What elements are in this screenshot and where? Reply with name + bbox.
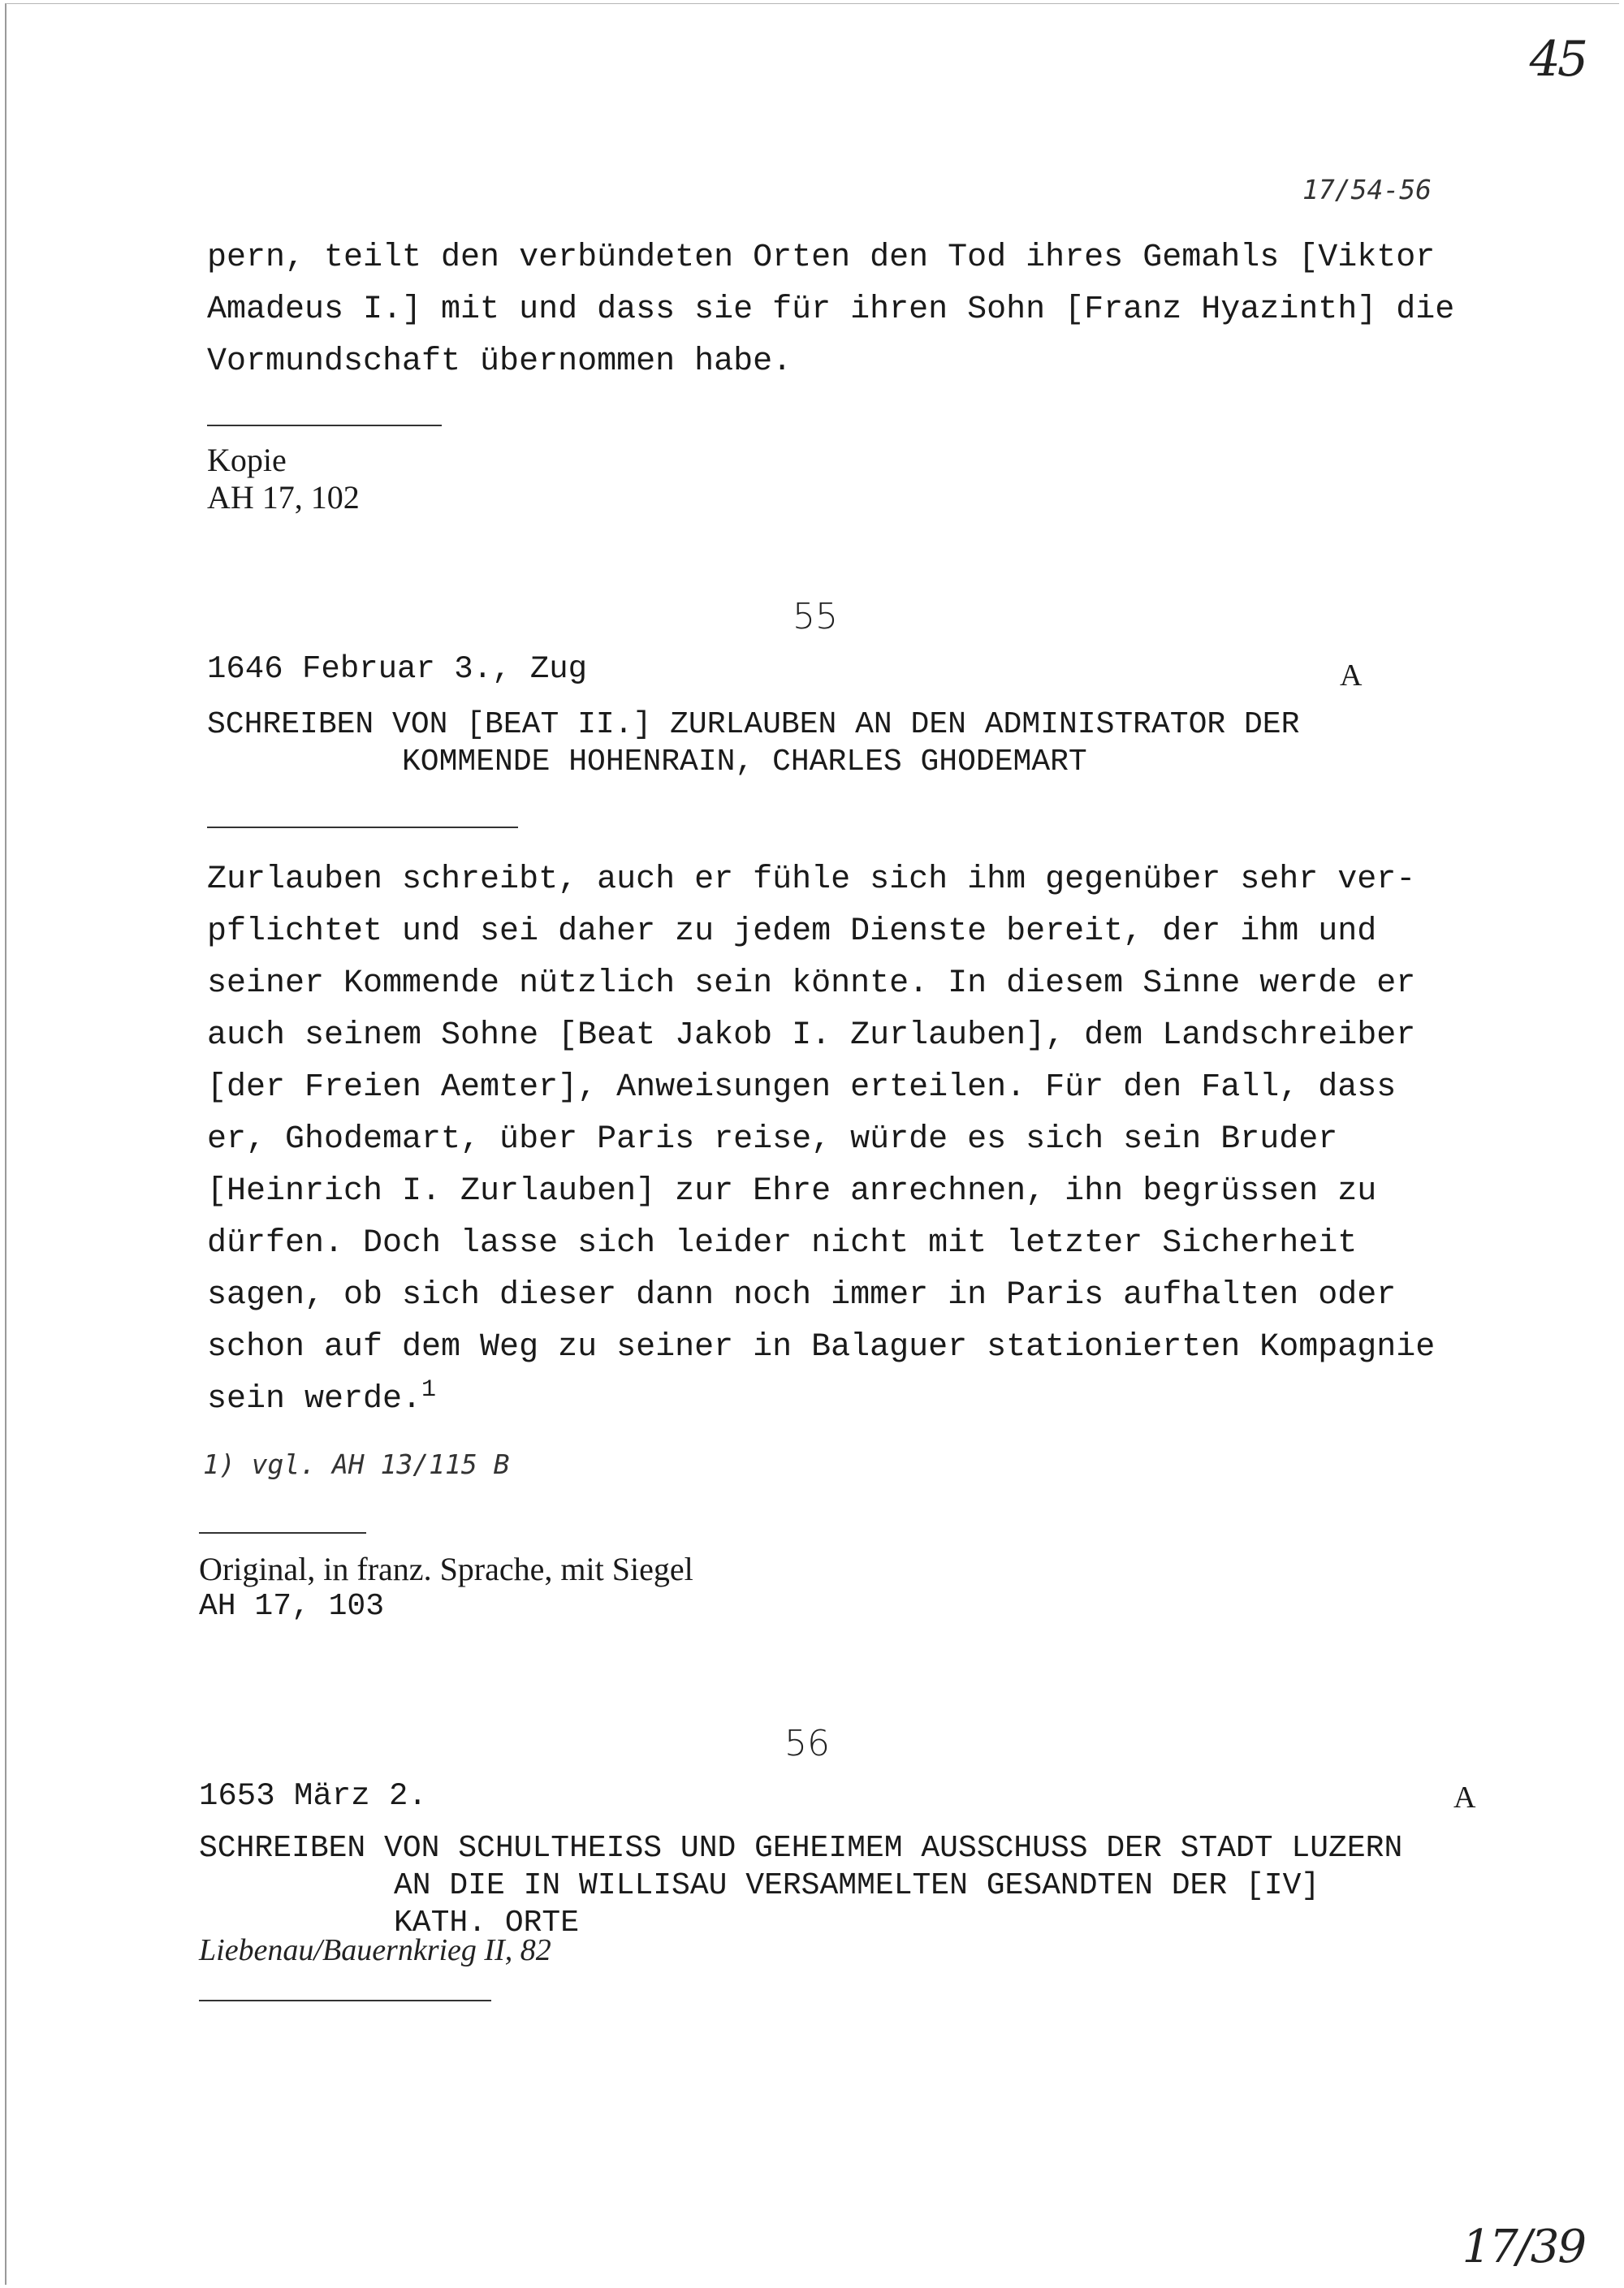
body-line: seiner Kommende nützlich sein könnte. In diesem Sinne werde er <box>207 965 1416 1002</box>
body-line: Zurlauben schreibt, auch er fühle sich ihm gegenüber sehr ver- <box>207 861 1416 898</box>
entry-56-title-line: AN DIE IN WILLISAU VERSAMMELTEN GESANDTEN DER [IV] <box>394 1868 1320 1903</box>
handwritten-page-number: 45 <box>1529 31 1585 88</box>
body-line: pflichtet und sei daher zu jedem Dienste bereit, der ihm und <box>207 913 1377 950</box>
body-line: schon auf dem Weg zu seiner in Balaguer stationierten Kompagnie <box>207 1329 1436 1366</box>
body-last-line <box>207 1374 1435 1427</box>
entry-56-date-place: 1653 März 2. <box>199 1778 427 1814</box>
body-line: [Heinrich I. Zurlauben] zur Ehre anrechnen, ihn begrüssen zu <box>207 1173 1377 1210</box>
continuation-source <box>207 442 360 516</box>
entry-56-title-line: KATH. ORTE <box>394 1906 580 1940</box>
body-line: sagen, ob sich dieser dann noch immer in Paris aufhalten oder <box>207 1277 1397 1314</box>
entry-56-letter: A <box>1453 1781 1476 1815</box>
section-rule <box>207 827 518 828</box>
entry-55-title-line: KOMMENDE HOHENRAIN, CHARLES GHODEMART <box>402 745 1087 779</box>
body-line: [der Freien Aemter], Anweisungen erteilen. Für den Fall, dass <box>207 1069 1397 1106</box>
entry-55-body <box>207 854 1435 1427</box>
entry-55-date-place: 1646 Februar 3., Zug <box>207 651 588 687</box>
source-location: AH 17, 102 <box>207 479 360 516</box>
entry-56-title-line: SCHREIBEN VON SCHULTHEISS UND GEHEIMEM AUSSCHUSS DER STADT LUZERN <box>199 1831 1403 1866</box>
body-line: sein werde. <box>207 1381 422 1418</box>
continuation-line: pern, teilt den verbündeten Orten den Tod ihres Gemahls [Viktor <box>207 240 1436 276</box>
document-reference: 17/54-56 <box>1302 174 1432 205</box>
entry-56-citation: Liebenau/Bauernkrieg II, 82 <box>199 1933 551 1967</box>
source-location: AH 17, 103 <box>199 1589 385 1624</box>
section-rule <box>199 1532 366 1534</box>
entry-number-56: 56 <box>784 1723 830 1764</box>
entry-55-source <box>199 1551 693 1625</box>
body-line: er, Ghodemart, über Paris reise, würde es sich sein Bruder <box>207 1121 1338 1158</box>
continuation-line: Amadeus I.] mit und dass sie für ihren Sohn [Franz Hyazinth] die <box>207 291 1455 328</box>
source-type: Original, in franz. Sprache, mit Siegel <box>199 1551 693 1587</box>
entry-55-title <box>207 706 1299 781</box>
section-rule <box>207 425 442 426</box>
body-line: auch seinem Sohne [Beat Jakob I. Zurlauben], dem Landschreiber <box>207 1017 1416 1054</box>
source-type: Kopie <box>207 442 287 478</box>
footnote-marker: 1 <box>421 1376 437 1404</box>
handwritten-archive-number: 17/39 <box>1462 2221 1585 2273</box>
entry-56-title <box>199 1830 1402 1942</box>
body-line: dürfen. Doch lasse sich leider nicht mit letzter Sicherheit <box>207 1225 1358 1262</box>
entry-55-footnote: 1) vgl. AH 13/115 B <box>203 1448 510 1480</box>
continuation-line: Vormundschaft übernommen habe. <box>207 343 793 380</box>
continuation-text <box>207 232 1454 388</box>
entry-number-55: 55 <box>793 596 838 637</box>
entry-55-letter: A <box>1340 658 1363 693</box>
entry-55-title-line: SCHREIBEN VON [BEAT II.] ZURLAUBEN AN DEN ADMINISTRATOR DER <box>207 707 1300 742</box>
section-rule <box>199 2000 491 2001</box>
